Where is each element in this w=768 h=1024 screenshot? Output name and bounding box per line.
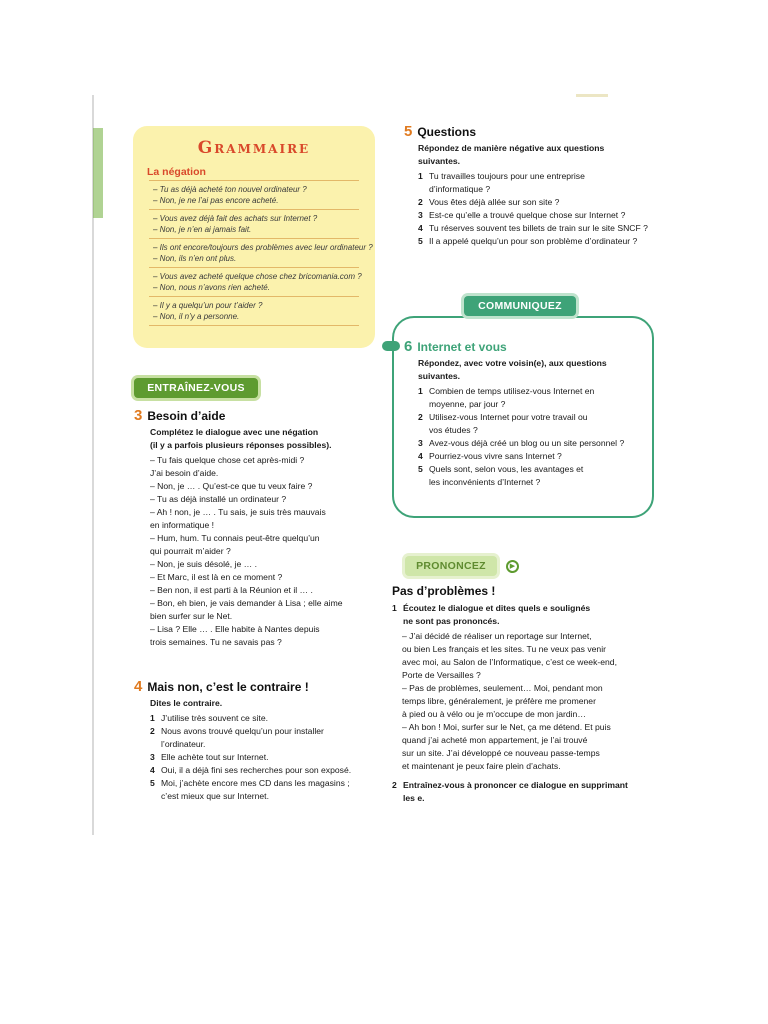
item-number: 2 <box>418 412 423 422</box>
dialogue-lines <box>134 454 374 649</box>
grammar-row <box>149 297 359 326</box>
grammar-subtitle: La négation <box>147 166 206 178</box>
grammar-answer: – Non, il n’y a personne. <box>153 312 240 321</box>
list-item <box>418 463 644 489</box>
communiquez-banner: COMMUNIQUEZ <box>464 296 576 316</box>
list-item <box>418 437 644 450</box>
pronunciation-title: Pas d’problèmes ! <box>392 584 496 598</box>
grammar-title: Grammaire <box>197 138 311 158</box>
dialogue-line: – Tu as déjà installé un ordinateur ? <box>150 494 287 504</box>
item-text: Oui, il a déjà fini ses recherches pour son exposé. <box>161 765 352 775</box>
item-text: Entraînez-vous à prononcer ce dialogue en supprimant les e. <box>403 780 628 803</box>
exercise-title: Questions <box>417 125 477 139</box>
entrainez-vous-banner: ENTRAÎNEZ-VOUS <box>134 378 258 398</box>
item-number: 1 <box>418 386 423 396</box>
item-text: Vous êtes déjà allée sur son site ? <box>429 197 560 207</box>
item-number: 2 <box>418 197 423 207</box>
grammar-answer: – Non, je ne l’ai pas encore acheté. <box>153 196 279 205</box>
list-item <box>418 411 644 437</box>
exercise-instruction: Répondez, avec votre voisin(e), aux questions suivantes. <box>418 358 607 381</box>
grammar-row <box>149 181 359 210</box>
dialogue-line: – J’ai décidé de réaliser un reportage sur Internet, ou bien Les français et les sites. Tu ne veux pas venir avec moi, au Salon de l’Informatique, c’est ce week-end, Porte de Versailles ? <box>402 631 617 680</box>
dialogue-line: en informatique ! <box>150 520 215 530</box>
list-item <box>418 196 654 209</box>
dialogue-line: – Non, je … . Qu’est-ce que tu veux faire ? <box>150 481 313 491</box>
list-item <box>150 751 374 764</box>
exercise-4 <box>134 680 374 803</box>
grammar-row <box>149 210 359 239</box>
exercise-number: 6 <box>404 338 413 355</box>
list-item <box>418 222 654 235</box>
dialogue-line: – Bon, eh bien, je vais demander à Lisa ; elle aime <box>150 598 343 608</box>
dialogue-line: – Ah ! non, je … . Tu sais, je suis très mauvais <box>150 507 326 517</box>
dialogue-line: – Non, je suis désolé, je … . <box>150 559 257 569</box>
list-item <box>150 764 374 777</box>
exercise-items <box>134 712 374 803</box>
grammar-question: – Ils ont encore/toujours des problèmes avec leur ordinateur ? <box>153 243 373 252</box>
item-number: 3 <box>150 752 155 762</box>
item-text: Moi, j’achète encore mes CD dans les magasins ; c’est mieux que sur Internet. <box>161 778 350 801</box>
grammar-answer: – Non, nous n’avons rien acheté. <box>153 283 270 292</box>
item-text: Il a appelé quelqu’un pour son problème d’ordinateur ? <box>429 236 638 246</box>
exercise-title: Mais non, c’est le contraire ! <box>147 680 309 694</box>
exercise-instruction: Répondez de manière négative aux questions suivantes. <box>418 143 605 166</box>
audio-cd-icon[interactable]: ▶ <box>506 560 519 573</box>
pron-question-2 <box>392 779 662 805</box>
item-number: 1 <box>150 713 155 723</box>
grammar-question: – Vous avez déjà fait des achats sur Internet ? <box>153 214 318 223</box>
item-text: Utilisez-vous Internet pour votre travail ou vos études ? <box>429 412 588 435</box>
item-text: Pourriez-vous vivre sans Internet ? <box>429 451 562 461</box>
item-number: 4 <box>150 765 155 775</box>
item-number: 2 <box>392 780 397 790</box>
grammar-question: – Il y a quelqu’un pour t’aider ? <box>153 301 263 310</box>
dialogue-line: – Pas de problèmes, seulement… Moi, pendant mon temps libre, généralement, je préfère me promener à pied ou à vélo ou je m’occupe de mon jardin… <box>402 683 603 719</box>
list-item <box>418 209 654 222</box>
dialogue-line: – Tu fais quelque chose cet après-midi ? <box>150 455 305 465</box>
dialogue-line: J’ai besoin d’aide. <box>150 468 219 478</box>
item-number: 5 <box>150 778 155 788</box>
item-text: Tu réserves souvent tes billets de train sur le site SNCF ? <box>429 223 648 233</box>
list-item <box>418 170 654 196</box>
grammar-answer: – Non, ils n’en ont plus. <box>153 254 237 263</box>
item-number: 3 <box>418 210 423 220</box>
item-text: Quels sont, selon vous, les avantages et les inconvénients d’Internet ? <box>429 464 584 487</box>
list-item <box>150 725 374 751</box>
item-text: Est-ce qu’elle a trouvé quelque chose sur Internet ? <box>429 210 626 220</box>
exercise-6 <box>404 340 644 489</box>
grammar-question: – Vous avez acheté quelque chose chez bricomania.com ? <box>153 272 362 281</box>
exercise-items <box>404 170 654 248</box>
pronunciation-section <box>392 585 662 807</box>
item-number: 2 <box>150 726 155 736</box>
list-item <box>418 450 644 463</box>
item-text: Tu travailles toujours pour une entreprise d’informatique ? <box>429 171 585 194</box>
exercise-number: 4 <box>134 678 143 695</box>
item-number: 4 <box>418 223 423 233</box>
dialogue-line: – Ben non, il est parti à la Réunion et il … . <box>150 585 313 595</box>
item-text: Avez-vous déjà créé un blog ou un site personnel ? <box>429 438 625 448</box>
item-number: 1 <box>418 171 423 181</box>
item-number: 3 <box>418 438 423 448</box>
dialogue-line: qui pourrait m’aider ? <box>150 546 231 556</box>
dialogue-line: – Hum, hum. Tu connais peut-être quelqu’un <box>150 533 320 543</box>
list-item <box>418 235 654 248</box>
exercise-instruction: Dites le contraire. <box>150 698 223 708</box>
item-text: Nous avons trouvé quelqu’un pour installer l’ordinateur. <box>161 726 324 749</box>
grammar-question: – Tu as déjà acheté ton nouvel ordinateur ? <box>153 185 307 194</box>
grammar-table <box>149 180 373 326</box>
grammar-answer: – Non, je n’en ai jamais fait. <box>153 225 252 234</box>
grammar-row <box>149 268 362 297</box>
list-item <box>150 777 374 803</box>
exercise-instruction: Complétez le dialogue avec une négation (il y a parfois plusieurs réponses possibles). <box>150 427 332 450</box>
exercise-3 <box>134 409 374 649</box>
item-text: Combien de temps utilisez-vous Internet en moyenne, par jour ? <box>429 386 595 409</box>
box-tab <box>382 341 400 351</box>
list-item <box>418 385 644 411</box>
item-number: 4 <box>418 451 423 461</box>
prononcez-banner: PRONONCEZ <box>405 556 497 576</box>
exercise-5 <box>404 125 654 248</box>
dialogue-line: – Et Marc, il est là en ce moment ? <box>150 572 283 582</box>
exercise-items <box>404 385 644 489</box>
exercise-number: 3 <box>134 407 143 424</box>
exercise-title: Besoin d’aide <box>147 409 226 423</box>
grammar-box <box>133 126 375 348</box>
exercise-title: Internet et vous <box>417 340 507 354</box>
dialogue-line: – Ah bon ! Moi, surfer sur le Net, ça me détend. Et puis quand j’ai acheté mon appartement, je l’ai trouvé sur un site. J’ai développé ce nouveau passe-temps et maintenant je peux faire plein d’achats. <box>402 722 611 771</box>
item-text: J’utilise très souvent ce site. <box>161 713 268 723</box>
pron-dialogue <box>392 630 662 773</box>
grammar-row <box>149 239 373 268</box>
dialogue-line: bien surfer sur le Net. <box>150 611 233 621</box>
item-number: 5 <box>418 236 423 246</box>
dialogue-line: trois semaines. Tu ne savais pas ? <box>150 637 282 647</box>
item-number: 5 <box>418 464 423 474</box>
list-item <box>150 712 374 725</box>
pron-question-1 <box>392 602 662 628</box>
exercise-number: 5 <box>404 123 413 140</box>
item-text: Elle achète tout sur Internet. <box>161 752 269 762</box>
item-number: 1 <box>392 603 397 613</box>
top-tab <box>576 94 608 97</box>
page-tab <box>93 128 103 218</box>
item-text: Écoutez le dialogue et dites quels e soulignés ne sont pas prononcés. <box>403 603 591 626</box>
dialogue-line: – Lisa ? Elle … . Elle habite à Nantes depuis <box>150 624 320 634</box>
